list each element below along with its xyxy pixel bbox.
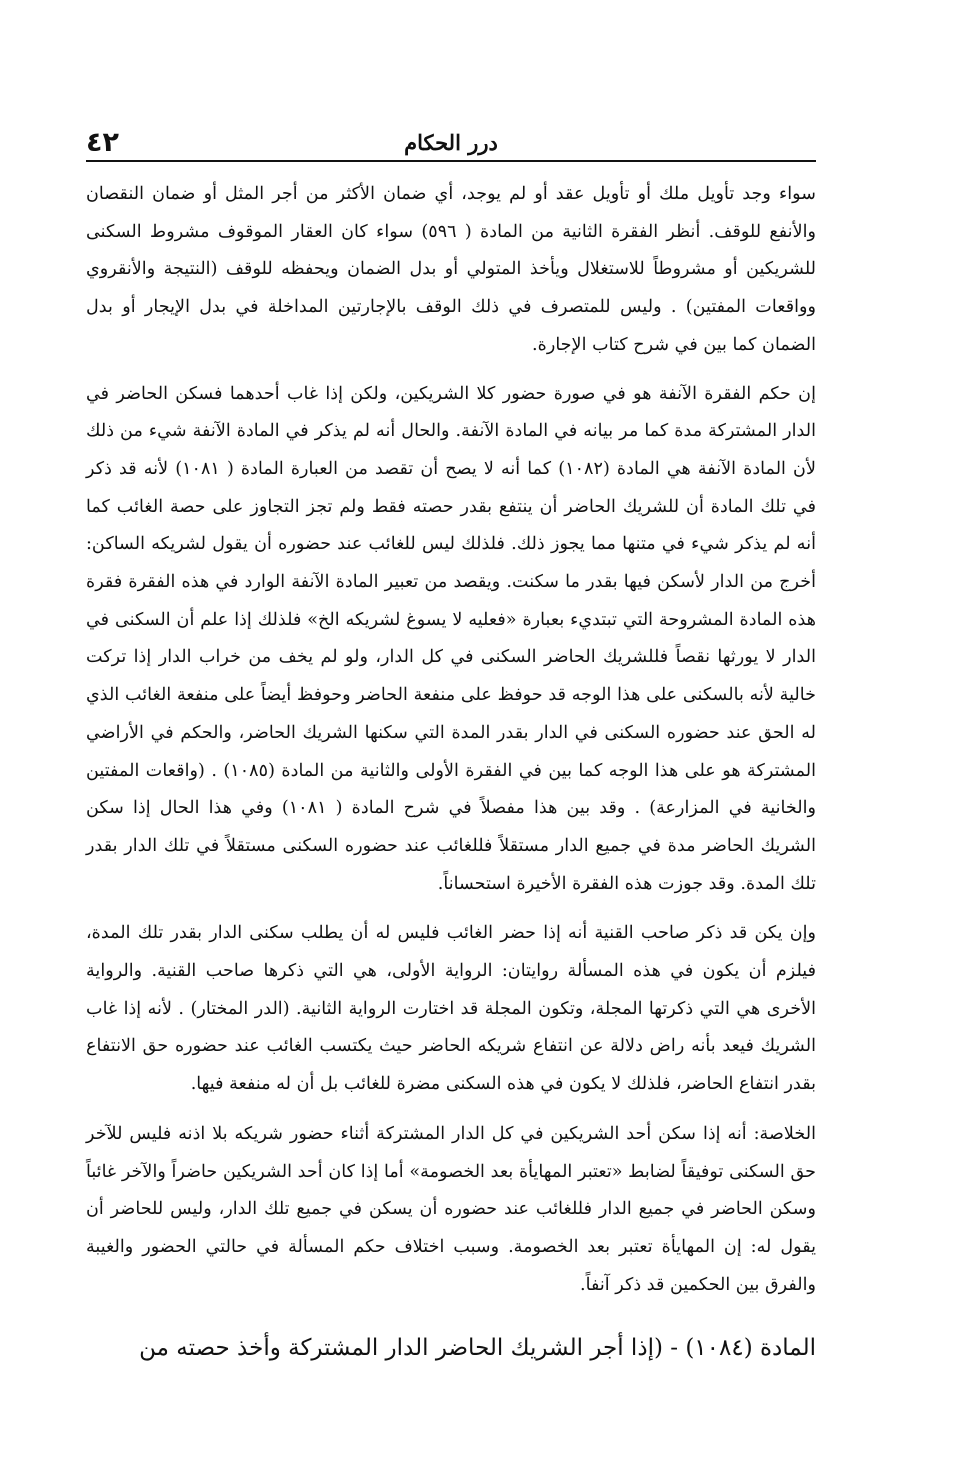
page-number: ٤٢ xyxy=(86,127,119,158)
paragraph: وإن يكن قد ذكر صاحب القنية أنه إذا حضر الغائب فليس له أن يطلب سكنى الدار بقدر تلك المدة، فيلزم أن يكون في هذه المسألة روايتان: الرواية الأولى، هي التي ذكرها صاحب القنية. والرواية الأخرى هي التي ذكرتها المجلة، وتكون المجلة قد اختارت الرواية الثانية. (الدر المختار) . لأنه إذا غاب الشريك فيعد بأنه راض دلالة عن انتفاع شريكه الحاضر حيث يكتسب الغائب عند حضوره حق الانتفاع بقدر انتفاع الحاضر، فلذلك لا يكون في هذه السكنى مضرة للغائب بل أن له منفعة فيها. xyxy=(86,923,816,1095)
paragraph: إن حكم الفقرة الآنفة هو في صورة حضور كلا الشريكين، ولكن إذا غاب أحدهما فسكن الحاضر في الدار المشتركة مدة كما مر بيانه في المادة الآنفة. والحال أنه لم يذكر في المادة الآنفة شيء من ذلك لأن المادة الآنفة هي المادة (١٠٨٢) كما أنه لا يصح أن تقصد من العبارة المادة ( ١٠٨١) لأنه قد ذكر في تلك المادة أن للشريك الحاضر أن ينتفع بقدر حصته فقط ولم تجز التجاوز على حصة الغائب كما أنه لم يذكر شيء في متنها مما يجوز ذلك. فلذلك ليس للغائب عند حضوره أن يقول لشريكه الساكن: أخرج من الدار لأسكن فيها بقدر ما سكنت. ويقصد من تعبير المادة الآنفة الوارد في هذه الفقرة فقرة هذه المادة المشروحة التي تبتديء بعبارة «فعليه لا يسوغ لشريكه الخ» فلذلك إذا علم أن السكنى في الدار لا يورثها نقصاً فللشريك الحاضر السكنى في كل الدار، ولو لم يخف من خراب الدار إذا تركت خالية لأنه بالسكنى على هذا الوجه قد حوفظ على منفعة الحاضر وحوفظ أيضاً على منفعة الغائب الذي له الحق عند حضوره السكنى في الدار بقدر المدة التي سكنها الشريك الحاضر، والحكم في الأراضي المشتركة هو على هذا الوجه كما بين في الفقرة الأولى والثانية من المادة (١٠٨٥) . (واقعات المفتين والخانية في المزارعة) . وقد بين هذا مفصلاً في شرح المادة ( ١٠٨١) وفي هذا الحال إذا سكن الشريك الحاضر مدة في جميع الدار مستقلاً فللغائب عند حضوره السكنى مستقلاً في تلك الدار بقدر تلك المدة. وقد جوزت هذه الفقرة الأخيرة استحساناً. xyxy=(86,383,816,894)
running-title: درر الحكام xyxy=(404,130,498,155)
summary-paragraph: الخلاصة: أنه إذا سكن أحد الشريكين في كل الدار المشتركة أثناء حضور شريكه بلا اذنه فليس للآخر حق السكنى توفيقاً لضابط «تعتبر المهايأة بعد الخصومة» أما إذا كان أحد الشريكين حاضراً والآخر غائباً وسكن الحاضر في جميع الدار فللغائب عند حضوره أن يسكن في جميع تلك الدار، وليس للحاضر أن يقول له: إن المهايأة تعتبر بعد الخصومة. وسبب اختلاف حكم المسألة في حالتي الحضور والغيبة والفرق بين الحكمين قد ذكر آنفاً. xyxy=(86,1123,816,1295)
page-header xyxy=(86,128,816,158)
body-text xyxy=(86,176,816,1370)
article-heading: المادة (١٠٨٤) - (إذا أجر الشريك الحاضر الدار المشتركة وأخذ حصته من xyxy=(139,1335,816,1362)
paragraph: سواء وجد تأويل ملك أو تأويل عقد أو لم يوجد، أي ضمان الأكثر من أجر المثل أو ضمان النقصان والأنفع للوقف. أنظر الفقرة الثانية من المادة ( ٥٩٦) سواء كان العقار الموقوف مشروط السكنى للشريكين أو مشروطاً للاستغلال ويأخذ المتولي أو بدل الضمان ويحفظه للوقف (النتيجة والأنقروي وواقعات المفتين) . وليس للمتصرف في ذلك الوقف بالإجارتين المداخلة في بدل الإيجار أو بدل الضمان كما بين في شرح كتاب الإجارة. xyxy=(86,184,816,355)
header-divider xyxy=(86,160,816,162)
